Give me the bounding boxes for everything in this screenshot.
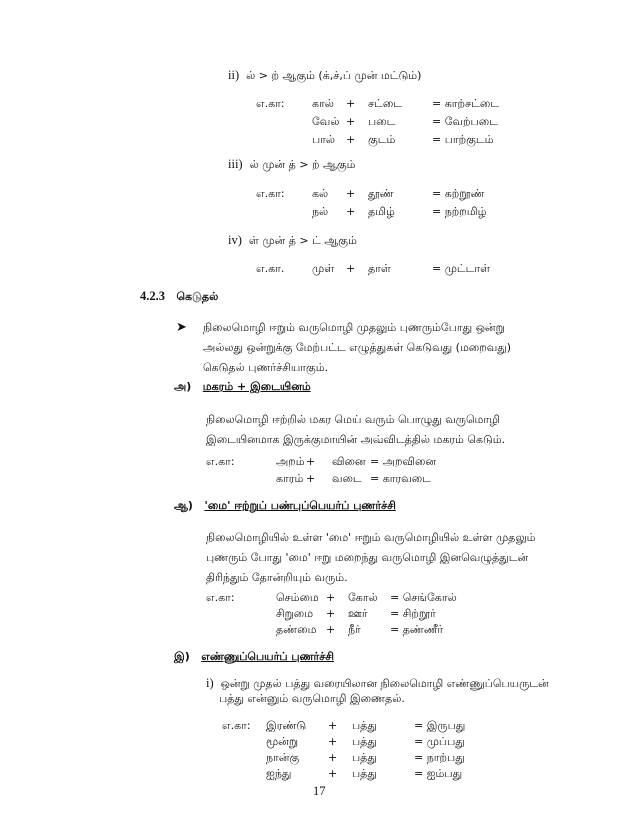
rule-iv-text: ள் முன் த் > ட் ஆகும்: [248, 234, 357, 247]
example-prefix: எ.கா:: [206, 455, 235, 468]
example-word2: வடை: [332, 472, 362, 485]
section-title: கெடுதல்: [176, 290, 219, 303]
example-word1: அறம்: [276, 455, 305, 468]
subsection-aa-heading: [174, 499, 396, 513]
rule-ii-text: ல் > ற் ஆகும் (க்,ச்,ப் முன் மட்டும்): [246, 69, 422, 82]
example-result: = இருபது: [414, 719, 466, 732]
example-result: = தண்ணீர்: [390, 623, 444, 636]
example-plus: +: [328, 719, 338, 732]
subsection-aa-label: ஆ): [174, 499, 193, 512]
example-plus: +: [328, 735, 338, 748]
example-result: = அறவினை: [370, 455, 437, 468]
example-result: = முட்டாள்: [432, 262, 491, 275]
example-word1: கல்: [312, 187, 329, 200]
example-prefix: எ.கா:: [256, 97, 285, 110]
example-word1: ஐந்து: [266, 767, 292, 780]
example-plus: +: [346, 133, 356, 146]
example-word1: மூன்று: [266, 735, 299, 748]
example-word1: வேல்: [312, 115, 340, 128]
section-heading: [140, 289, 218, 304]
example-word2: தூண்: [368, 187, 394, 200]
rule-iii-text: ல் முன் த் > ற் ஆகும்: [249, 158, 356, 171]
paragraph-line: ஒன்று முதல் பத்து வரையிலான நிலைமொழி எண்ணுப்பெயருடன்: [220, 677, 549, 690]
example-prefix: எ.கா:: [206, 591, 235, 604]
paragraph-line: இடையினமாக இருக்குமாயின் அவ்விடத்தில் மகரம் கெடும்.: [206, 433, 506, 446]
example-word1: நான்கு: [266, 751, 300, 764]
rule-iii: [228, 157, 355, 172]
subsection-i-heading: [174, 650, 334, 664]
subsection-a-heading: [174, 380, 311, 394]
rule-iii-label: iii): [228, 157, 243, 171]
example-plus: +: [306, 472, 316, 485]
example-result: = வேற்படை: [432, 115, 498, 128]
example-result: = பாற்குடம்: [432, 133, 494, 146]
subsection-a-title: மகரம் + இடையினம்: [202, 380, 311, 393]
example-word2: சட்டை: [368, 97, 403, 110]
subsection-i-label: இ): [174, 650, 190, 663]
example-prefix: எ.கா:: [222, 719, 251, 732]
paragraph-line: திரிந்தும் தோன்றியும் வரும்.: [206, 571, 348, 584]
arrow-bullet-icon: ➤: [176, 320, 187, 335]
example-plus: +: [328, 751, 338, 764]
example-plus: +: [326, 591, 336, 604]
example-word1: சிறுமை: [276, 607, 314, 620]
paragraph-line: நிலைமொழியில் உள்ள 'மை' ஈறும் வருமொழியில் உள்ள முதலும்: [206, 531, 536, 544]
example-word1: பால்: [312, 133, 336, 146]
bullet-paragraph: [203, 318, 511, 378]
subsection-aa-paragraph: [206, 528, 536, 588]
example-word2: தமிழ்: [368, 205, 395, 218]
subsection-a-label: அ): [174, 380, 192, 393]
paragraph-line: பத்து என்னும் வருமொழி இணைதல்.: [219, 692, 405, 705]
subsection-aa-title: 'மை' ஈற்றுப் பண்புப்பெயர்ப் புணர்ச்சி: [204, 499, 396, 512]
rule-iv: [228, 233, 357, 248]
example-word2: குடம்: [368, 133, 396, 146]
example-word1: தண்மை: [276, 623, 317, 636]
example-result: = காரவடை: [370, 472, 431, 485]
example-plus: +: [326, 607, 336, 620]
page-number: 17: [313, 784, 326, 798]
rule-ii-label: ii): [228, 68, 240, 82]
example-result: = நாற்பது: [414, 751, 465, 764]
example-result: = நற்றமிழ்: [432, 205, 487, 218]
example-word2: கோல்: [348, 591, 378, 604]
example-word1: கால்: [312, 97, 334, 110]
subsection-i-title: எண்ணுப்பெயர்ப் புணர்ச்சி: [201, 650, 335, 663]
example-word1: இரண்டு: [266, 719, 307, 732]
example-prefix: எ.கா:: [256, 187, 285, 200]
subsection-a-paragraph: [206, 410, 505, 450]
example-word2: தாள்: [368, 262, 391, 275]
paragraph-line: புணரும் போது 'மை' ஈறு மறைந்து வருமொழி இனவெழுத்துடன்: [206, 551, 529, 564]
example-word2: வினை: [332, 455, 366, 468]
example-plus: +: [346, 205, 356, 218]
paragraph-line: அல்லது ஒன்றுக்கு மேற்பட்ட எழுத்துகள் கெடுவது (மறைவது): [203, 341, 512, 354]
example-plus: +: [328, 767, 338, 780]
paragraph-line: கெடுதல் புணர்ச்சியாகும்.: [203, 361, 329, 374]
example-word1: நல்: [312, 205, 329, 218]
example-result: = ஐம்பது: [414, 767, 463, 780]
paragraph-line: நிலைமொழி ஈற்றில் மகர மெய் வரும் பொழுது வருமொழி: [206, 413, 500, 426]
example-word2: பத்து: [352, 751, 377, 764]
example-word2: ஊர்: [348, 607, 368, 620]
example-plus: +: [346, 262, 356, 275]
rule-iv-label: iv): [228, 233, 242, 247]
example-result: = செங்கோல்: [390, 591, 457, 604]
example-plus: +: [346, 97, 356, 110]
example-word1: முள்: [312, 262, 335, 275]
example-word1: காரம்: [276, 472, 304, 485]
example-word2: பத்து: [352, 735, 377, 748]
example-plus: +: [326, 623, 336, 636]
example-prefix: எ.கா.: [256, 262, 285, 275]
example-result: = காற்சட்டை: [432, 97, 499, 110]
example-word2: பத்து: [352, 767, 377, 780]
subsection-i-rule: [206, 676, 549, 691]
paragraph-line: நிலைமொழி ஈறும் வருமொழி முதலும் புணரும்போது ஒன்று: [203, 321, 505, 334]
example-result: = கற்றூண்: [432, 187, 485, 200]
example-result: = முப்பது: [414, 735, 465, 748]
example-plus: +: [346, 115, 356, 128]
example-word2: படை: [368, 115, 396, 128]
example-plus: +: [306, 455, 316, 468]
example-word2: நீர்: [348, 623, 361, 636]
example-word1: செம்மை: [276, 591, 319, 604]
subsection-i-rule-label: i): [206, 676, 214, 690]
rule-ii: [228, 68, 421, 83]
example-word2: பத்து: [352, 719, 377, 732]
example-plus: +: [346, 187, 356, 200]
section-number: 4.2.3: [140, 289, 165, 303]
example-result: = சிற்றூர்: [390, 607, 436, 620]
